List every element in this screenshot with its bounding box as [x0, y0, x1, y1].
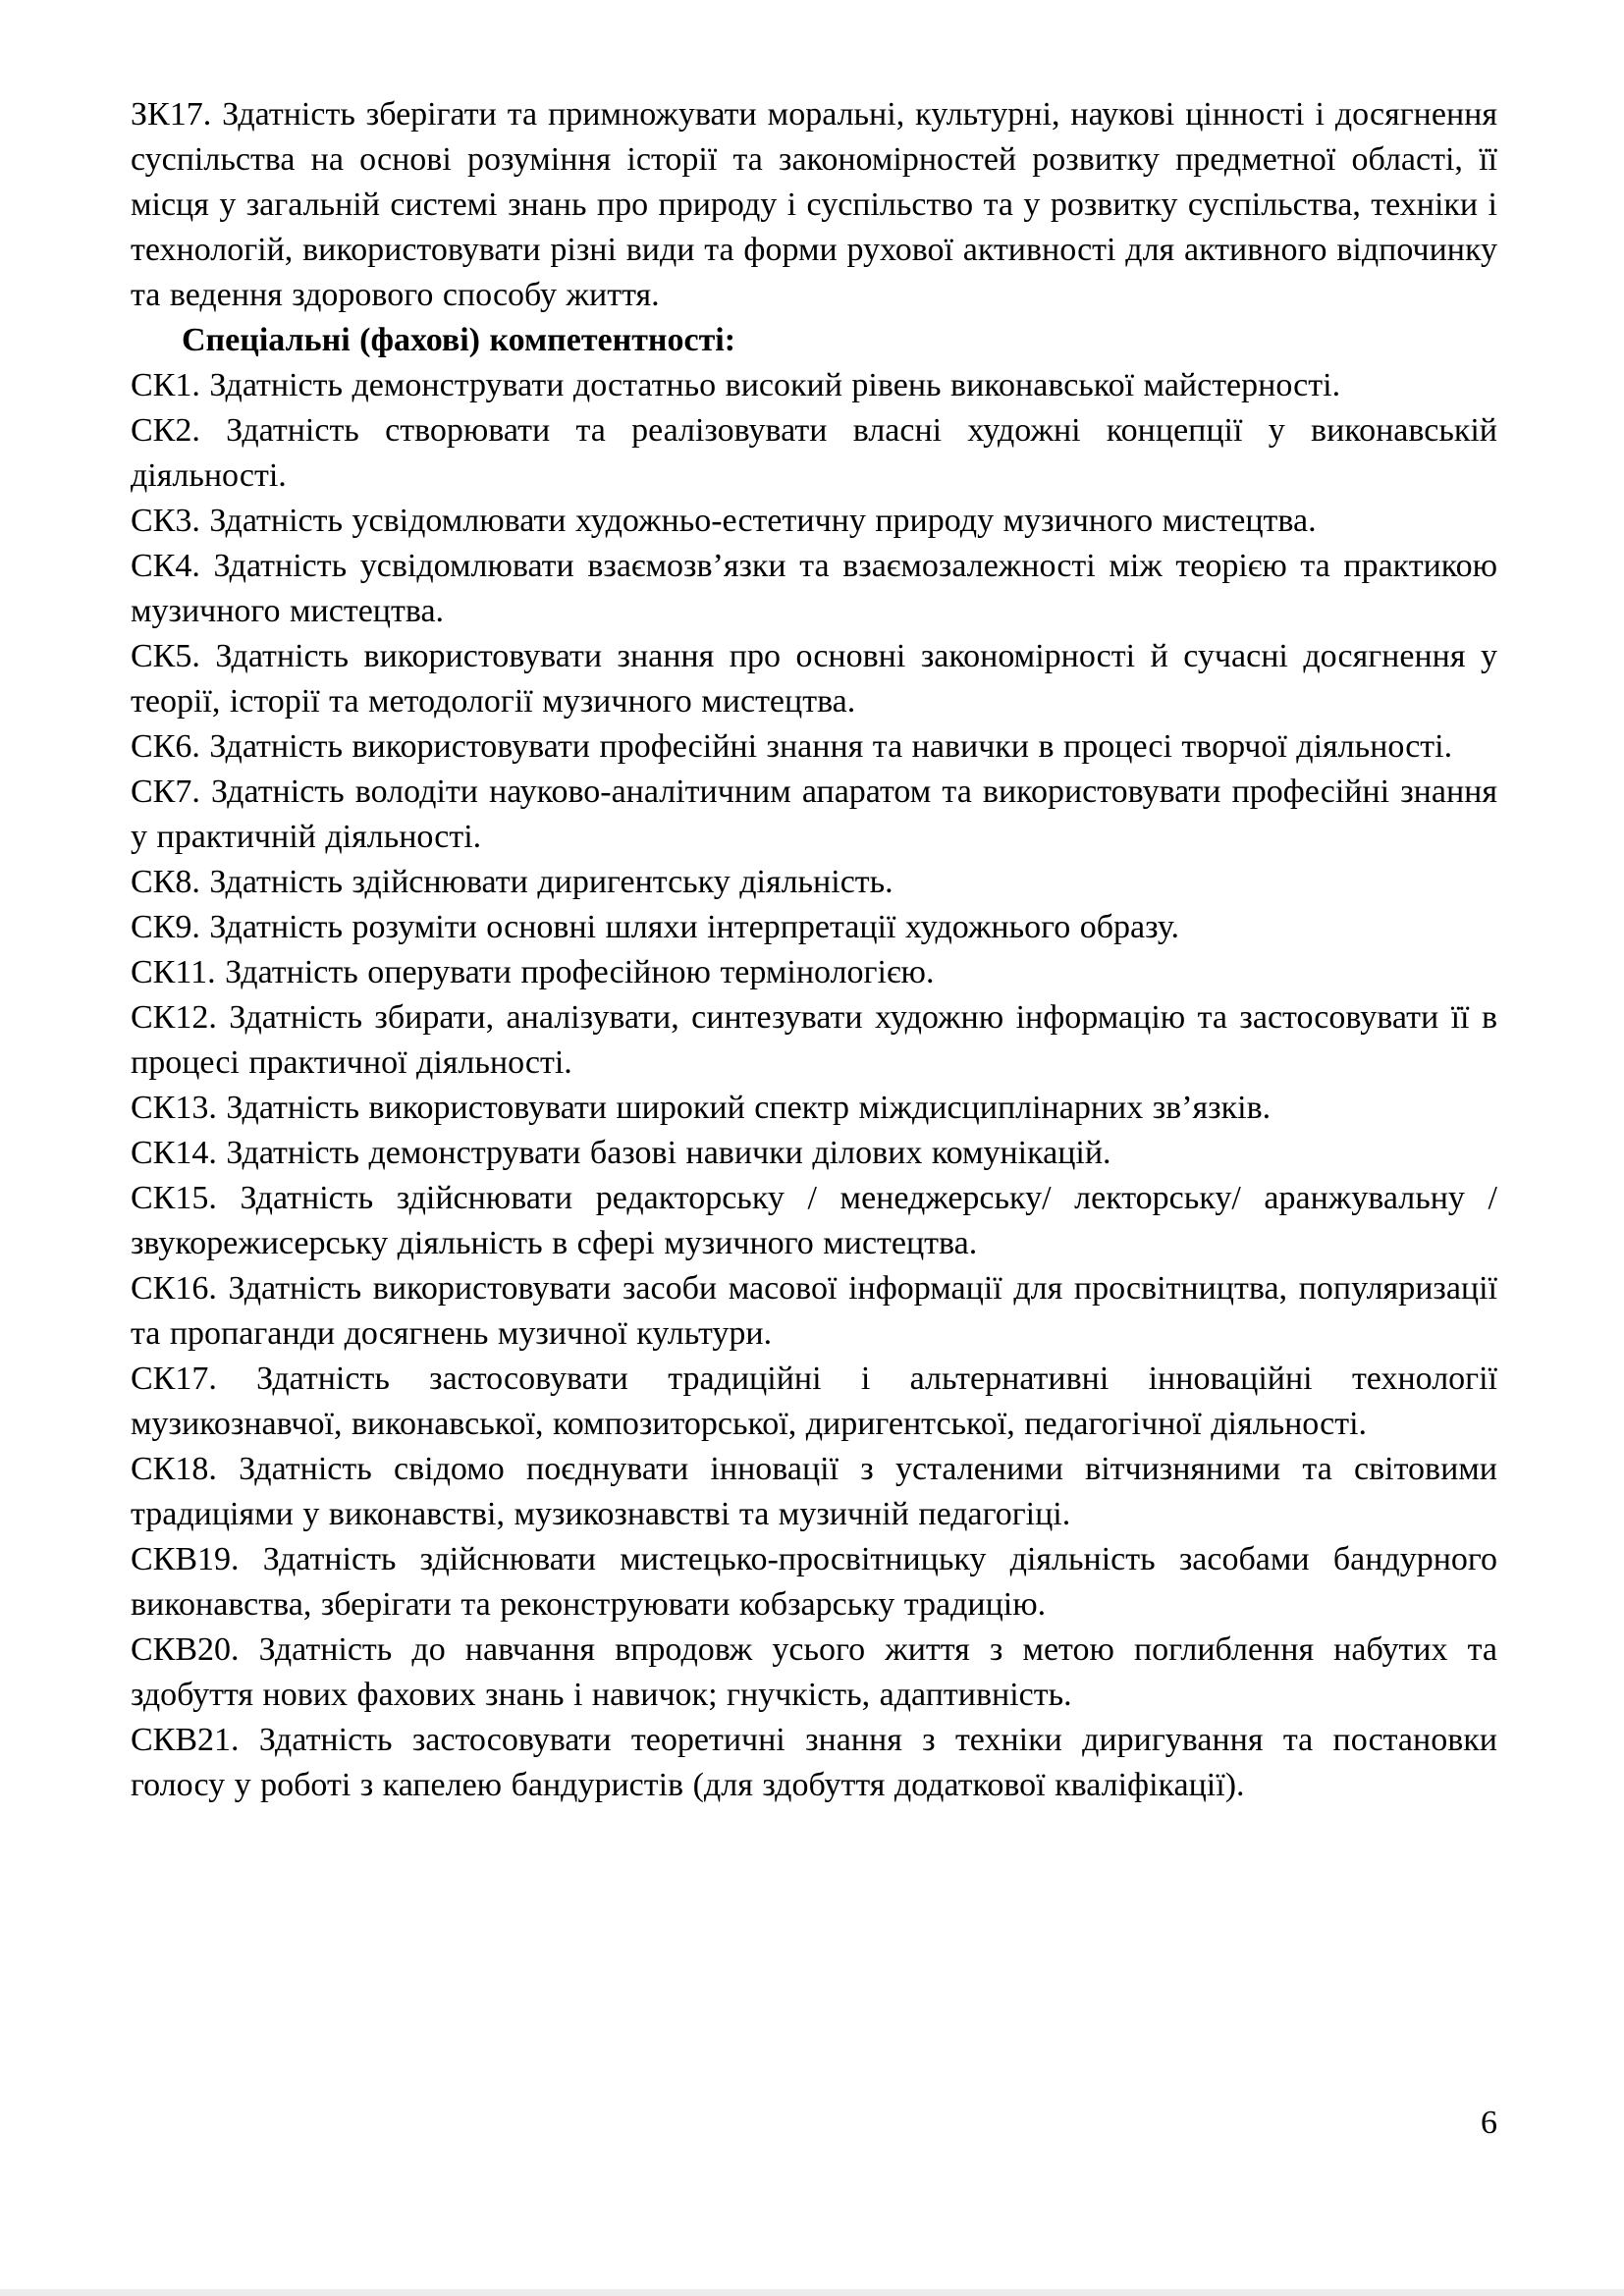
competency-sk8: СК8. Здатність здійснювати диригентську діяльність. [131, 864, 893, 900]
competency-sk2: СК2. Здатність створювати та реалізовувати власні художні концепції у виконавській діяльності. [131, 412, 1497, 494]
competency-sk17: СК17. Здатність застосовувати традиційні і альтернативні інноваційні технології музикознавчої, виконавської, композиторської, диригентської, педагогічної діяльності. [131, 1361, 1497, 1442]
competency-zk17: ЗК17. Здатність зберігати та примножувати моральні, культурні, наукові цінності і досягнення суспільства на основі розуміння історії та закономірностей розвитку предметної області, її місця у загальній системі знань про природу і суспільство та у розвитку суспільства, техніки і технологій, використовувати різні види та форми рухової активності для активного відпочинку та ведення здорового способу життя. [131, 96, 1497, 313]
competency-skv20: СКВ20. Здатність до навчання впродовж усього життя з метою поглиблення набутих та здобуття нових фахових знань і навичок; гнучкість, адаптивність. [131, 1631, 1497, 1713]
scan-edge [0, 2289, 1624, 2296]
competency-sk12: СК12. Здатність збирати, аналізувати, синтезувати художню інформацію та застосовувати її в процесі практичної діяльності. [131, 999, 1497, 1081]
competency-sk6: СК6. Здатність використовувати професійні знання та навички в процесі творчої діяльності. [131, 728, 1453, 765]
competency-sk1: СК1. Здатність демонструвати достатньо високий рівень виконавської майстерності. [131, 367, 1341, 403]
document-text-block [131, 92, 1497, 1808]
competency-sk3: СК3. Здатність усвідомлювати художньо-естетичну природу музичного мистецтва. [131, 503, 1317, 539]
competency-sk13: СК13. Здатність використовувати широкий спектр міждисциплінарних зв’язків. [131, 1090, 1272, 1126]
competency-sk14: СК14. Здатність демонструвати базові навички ділових комунікацій. [131, 1135, 1111, 1171]
competency-sk5: СК5. Здатність використовувати знання про основні закономірності й сучасні досягнення у теорії, історії та методології музичного мистецтва. [131, 638, 1497, 720]
competency-sk16: СК16. Здатність використовувати засоби масової інформації для просвітництва, популяризації та пропаганди досягнень музичної культури. [131, 1270, 1497, 1352]
competency-sk18: СК18. Здатність свідомо поєднувати інновації з усталеними вітчизняними та світовими традиціями у виконавстві, музикознавстві та музичній педагогіці. [131, 1451, 1497, 1532]
competency-skv21: СКВ21. Здатність застосовувати теоретичні знання з техніки диригування та постановки голосу у роботі з капелею бандуристів (для здобуття додаткової кваліфікації). [131, 1722, 1497, 1803]
competency-sk7: СК7. Здатність володіти науково-аналітичним апаратом та використовувати професійні знання у практичній діяльності. [131, 774, 1497, 855]
page-number: 6 [1481, 2105, 1497, 2141]
section-heading-special-competencies: Спеціальні (фахові) компетентності: [182, 322, 736, 358]
competency-sk11: СК11. Здатність оперувати професійною термінологією. [131, 954, 935, 990]
competency-skv19: СКВ19. Здатність здійснювати мистецько-просвітницьку діяльність засобами бандурного виконавства, зберігати та реконструювати кобзарську традицію. [131, 1541, 1497, 1623]
competency-sk9: СК9. Здатність розуміти основні шляхи інтерпретації художнього образу. [131, 909, 1179, 945]
competency-sk15: СК15. Здатність здійснювати редакторську / менеджерську/ лекторську/ аранжувальну / звукорежисерську діяльність в сфері музичного мистецтва. [131, 1180, 1497, 1261]
competency-sk4: СК4. Здатність усвідомлювати взаємозв’язки та взаємозалежності між теорією та практикою музичного мистецтва. [131, 548, 1497, 629]
